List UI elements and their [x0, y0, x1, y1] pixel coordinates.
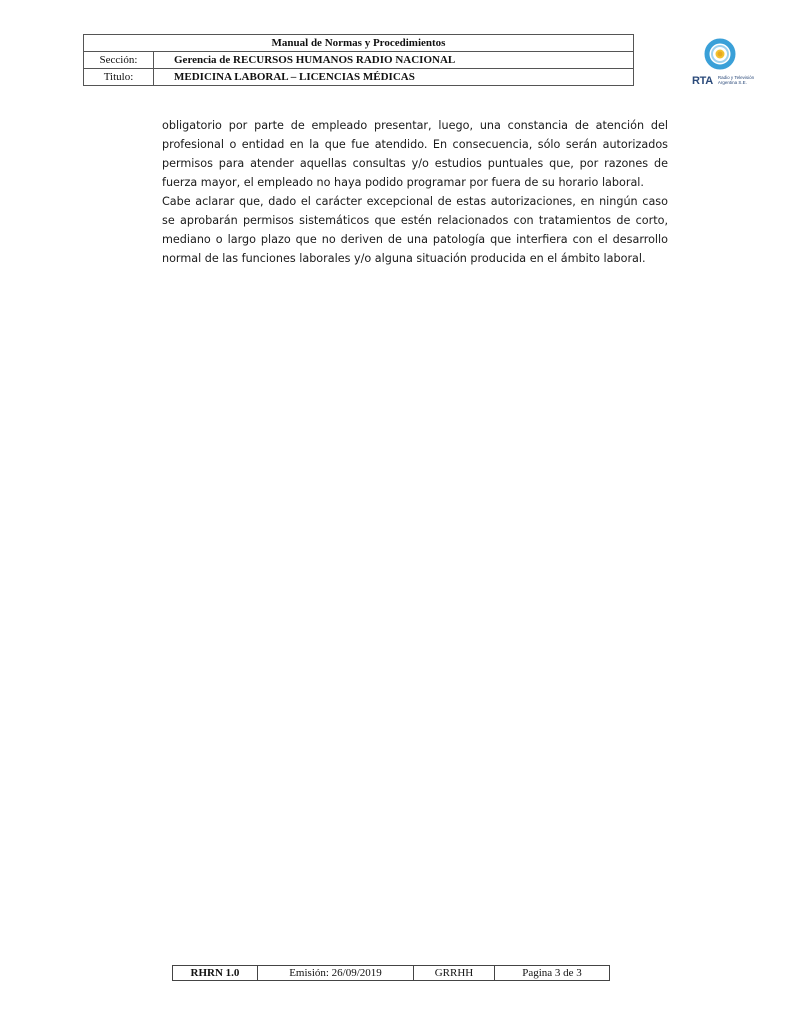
title-label: Titulo: [84, 69, 154, 86]
title-value: MEDICINA LABORAL – LICENCIAS MÉDICAS [154, 69, 634, 86]
rta-logo-ring-icon [704, 38, 736, 70]
section-label: Sección: [84, 52, 154, 69]
document-code: RHRN 1.0 [173, 966, 258, 981]
area-code: GRRHH [414, 966, 495, 981]
emission-date: Emisión: 26/09/2019 [258, 966, 414, 981]
manual-title: Manual de Normas y Procedimientos [84, 35, 634, 52]
body-paragraph: Cabe aclarar que, dado el carácter excepcional de estas autorizaciones, en ningún caso se aprobarán permisos sistemáticos que estén relacionados con tratamientos de corto, mediano o largo plazo que no deriven de una patología que interfiera con el desarrollo normal de las funciones laborales y/o alguna situación producida en el ámbito laboral. [162, 195, 668, 265]
rta-logo [692, 38, 755, 88]
document-body [162, 116, 668, 268]
document-footer-table [172, 965, 610, 981]
rta-logo-text [692, 71, 756, 85]
rta-logo-line2: Argentina S.E. [717, 80, 747, 86]
section-value: Gerencia de RECURSOS HUMANOS RADIO NACIONAL [154, 52, 634, 69]
rta-logo-line1: Radio y Televisión [717, 75, 755, 81]
rta-logo-subtitle [718, 75, 754, 85]
page-number: Pagina 3 de 3 [495, 966, 610, 981]
body-paragraph: obligatorio por parte de empleado presentar, luego, una constancia de atención del profesional o entidad en la que fue atendido. En consecuencia, sólo serán autorizados permisos para atender aquellas consultas y/o estudios puntuales que, por razones de fuerza mayor, el empleado no haya podido programar por fuera de su horario laboral. [162, 119, 668, 189]
document-header-table [83, 34, 634, 86]
rta-logo-abbr: RTA [692, 75, 713, 87]
